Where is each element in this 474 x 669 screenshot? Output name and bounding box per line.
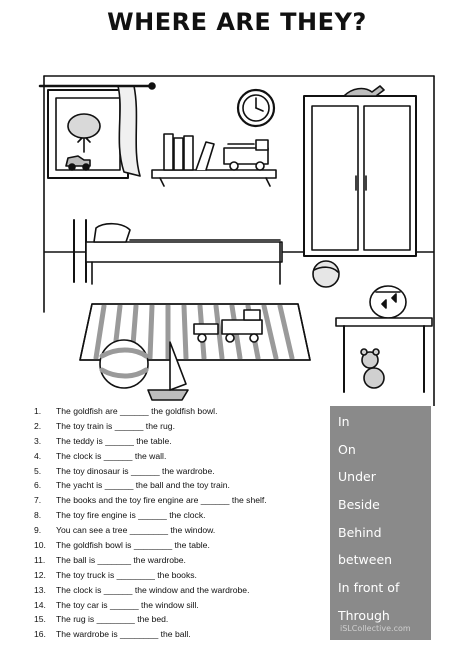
question-item: 9. You can see a tree ________ the window. — [34, 525, 216, 536]
word-bank-item: In — [338, 414, 350, 429]
word-bank-item: In front of — [338, 580, 400, 596]
question-item: 5. The toy dinosaur is ______ the wardrobe. — [34, 465, 215, 476]
word-bank-item: Beside — [338, 497, 380, 513]
room-illustration — [34, 52, 444, 406]
teddy-icon — [361, 349, 384, 388]
question-item: 10. The goldfish bowl is ________ the table. — [34, 540, 210, 551]
question-item: 6. The yacht is ______ the ball and the toy train. — [34, 480, 230, 491]
word-bank-item: Behind — [338, 524, 382, 540]
word-bank-item: On — [338, 441, 356, 457]
question-item: 3. The teddy is ______ the table. — [34, 435, 172, 446]
question-item: 2. The toy train is ______ the rug. — [34, 420, 175, 431]
question-item: 16. The wardrobe is ________ the ball. — [34, 629, 191, 640]
question-item: 8. The toy fire engine is ______ the clock. — [34, 510, 206, 521]
question-item: 4. The clock is ______ the wall. — [34, 450, 167, 461]
wardrobe — [304, 96, 416, 256]
question-item: 7. The books and the toy fire engine are ______ the shelf. — [34, 495, 267, 506]
question-item: 13. The clock is ______ the window and the wardrobe. — [34, 584, 250, 595]
books-icon — [164, 134, 214, 170]
ball-icon — [313, 261, 339, 287]
dinosaur-icon — [344, 86, 384, 96]
question-list — [34, 404, 354, 642]
fire-engine-icon — [224, 140, 268, 170]
word-bank-item: Under — [338, 469, 376, 485]
word-bank-item: between — [338, 552, 393, 568]
toy-car-icon — [66, 156, 90, 170]
question-item: 11. The ball is _______ the wardrobe. — [34, 554, 186, 565]
striped-ball-icon — [100, 340, 148, 388]
question-item: 14. The toy car is ______ the window sill. — [34, 599, 199, 610]
question-item: 15. The rug is ________ the bed. — [34, 614, 169, 625]
bed — [74, 220, 282, 284]
word-bank — [330, 406, 431, 640]
goldfish-bowl-icon — [370, 286, 406, 318]
word-bank-item: Through — [338, 607, 390, 623]
curtain-icon — [118, 86, 140, 176]
shelf — [152, 170, 276, 178]
page-title: WHERE ARE THEY? — [107, 8, 367, 36]
question-item: 12. The toy truck is ________ the books. — [34, 569, 197, 580]
clock-icon — [238, 90, 274, 126]
watermark: iSLCollective.com — [340, 624, 411, 633]
question-item: 1. The goldfish are ______ the goldfish bowl. — [34, 406, 218, 416]
